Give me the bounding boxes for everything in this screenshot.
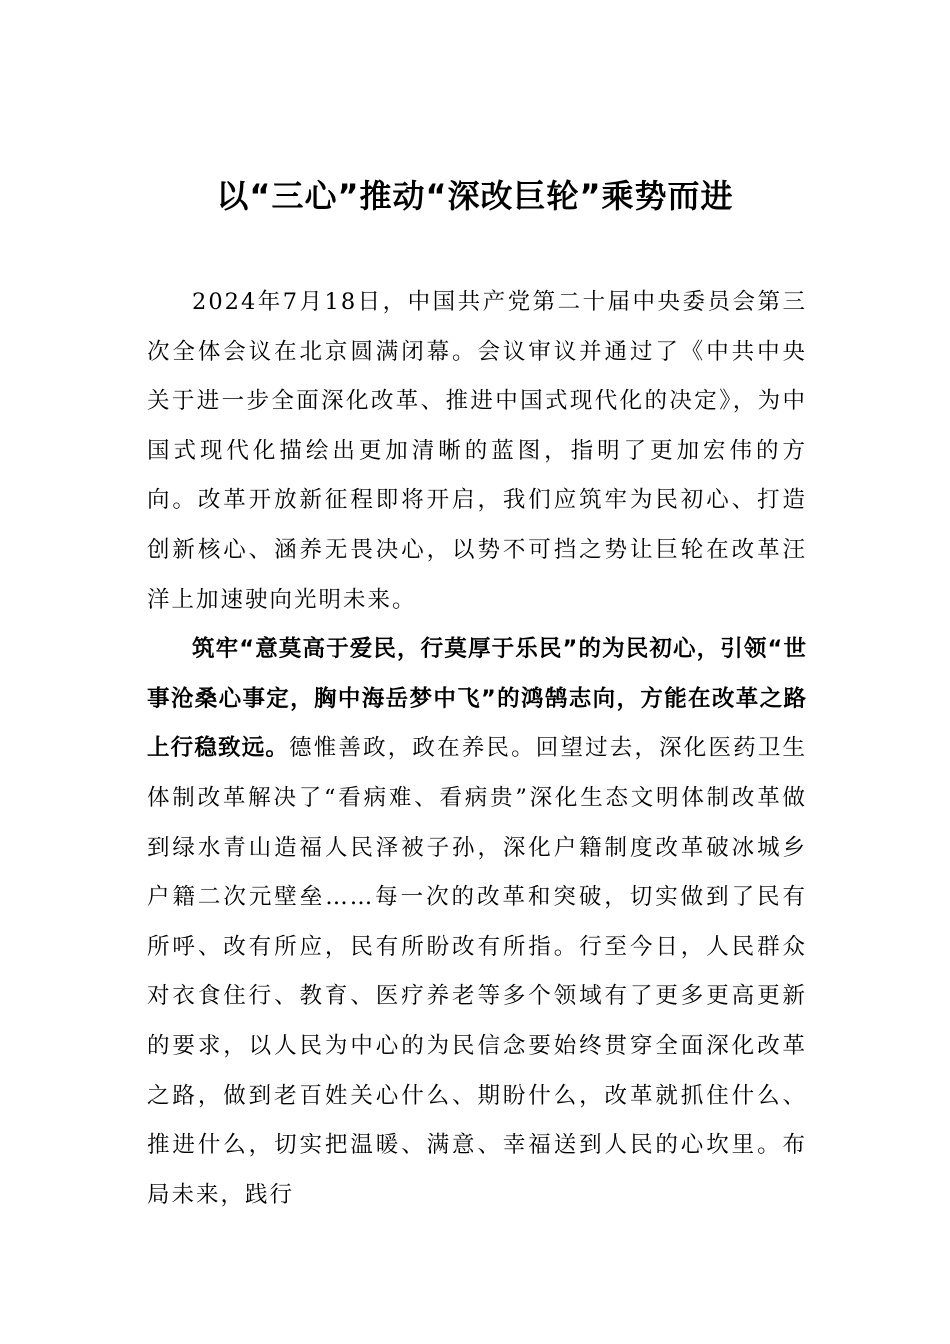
document-body: [147, 278, 807, 1220]
paragraph-lead-sentence: 筑牢“意莫高于爱民，行莫厚于乐民”的为民初心，引领“世事沧桑心事定，胸中海岳梦中飞”的鸿鹄志向，方能在改革之路上行稳致远。: [147, 636, 807, 762]
paragraph-people-first: [147, 625, 807, 1220]
paragraph-intro: [147, 278, 807, 625]
paragraph-people-first-text: 德惟善政，政在养民。回望过去，深化医药卫生体制改革解决了“看病难、看病贵”深化生态文明体制改革做到绿水青山造福人民泽被子孙，深化户籍制度改革破冰城乡户籍二次元壁垒……每一次的改革和突破，切实做到了民有所呼、改有所应，民有所盼改有所指。行至今日，人民群众对衣食住行、教育、医疗养老等多个领域有了更多更高更新的要求，以人民为中心的为民信念要始终贯穿全面深化改革之路，做到老百姓关心什么、期盼什么，改革就抓住什么、推进什么，切实把温暖、满意、幸福送到人民的心坎里。布局未来，践行: [147, 735, 807, 1208]
paragraph-intro-text: 2024年7月18日，中国共产党第二十届中央委员会第三次全体会议在北京圆满闭幕。会议审议并通过了《中共中央关于进一步全面深化改革、推进中国式现代化的决定》，为中国式现代化描绘出更加清晰的蓝图，指明了更加宏伟的方向。改革开放新征程即将开启，我们应筑牢为民初心、打造创新核心、涵养无畏决心，以势不可挡之势让巨轮在改革汪洋上加速驶向光明未来。: [147, 289, 807, 613]
document-title: 以“三心”推动“深改巨轮”乘势而进: [216, 177, 734, 215]
